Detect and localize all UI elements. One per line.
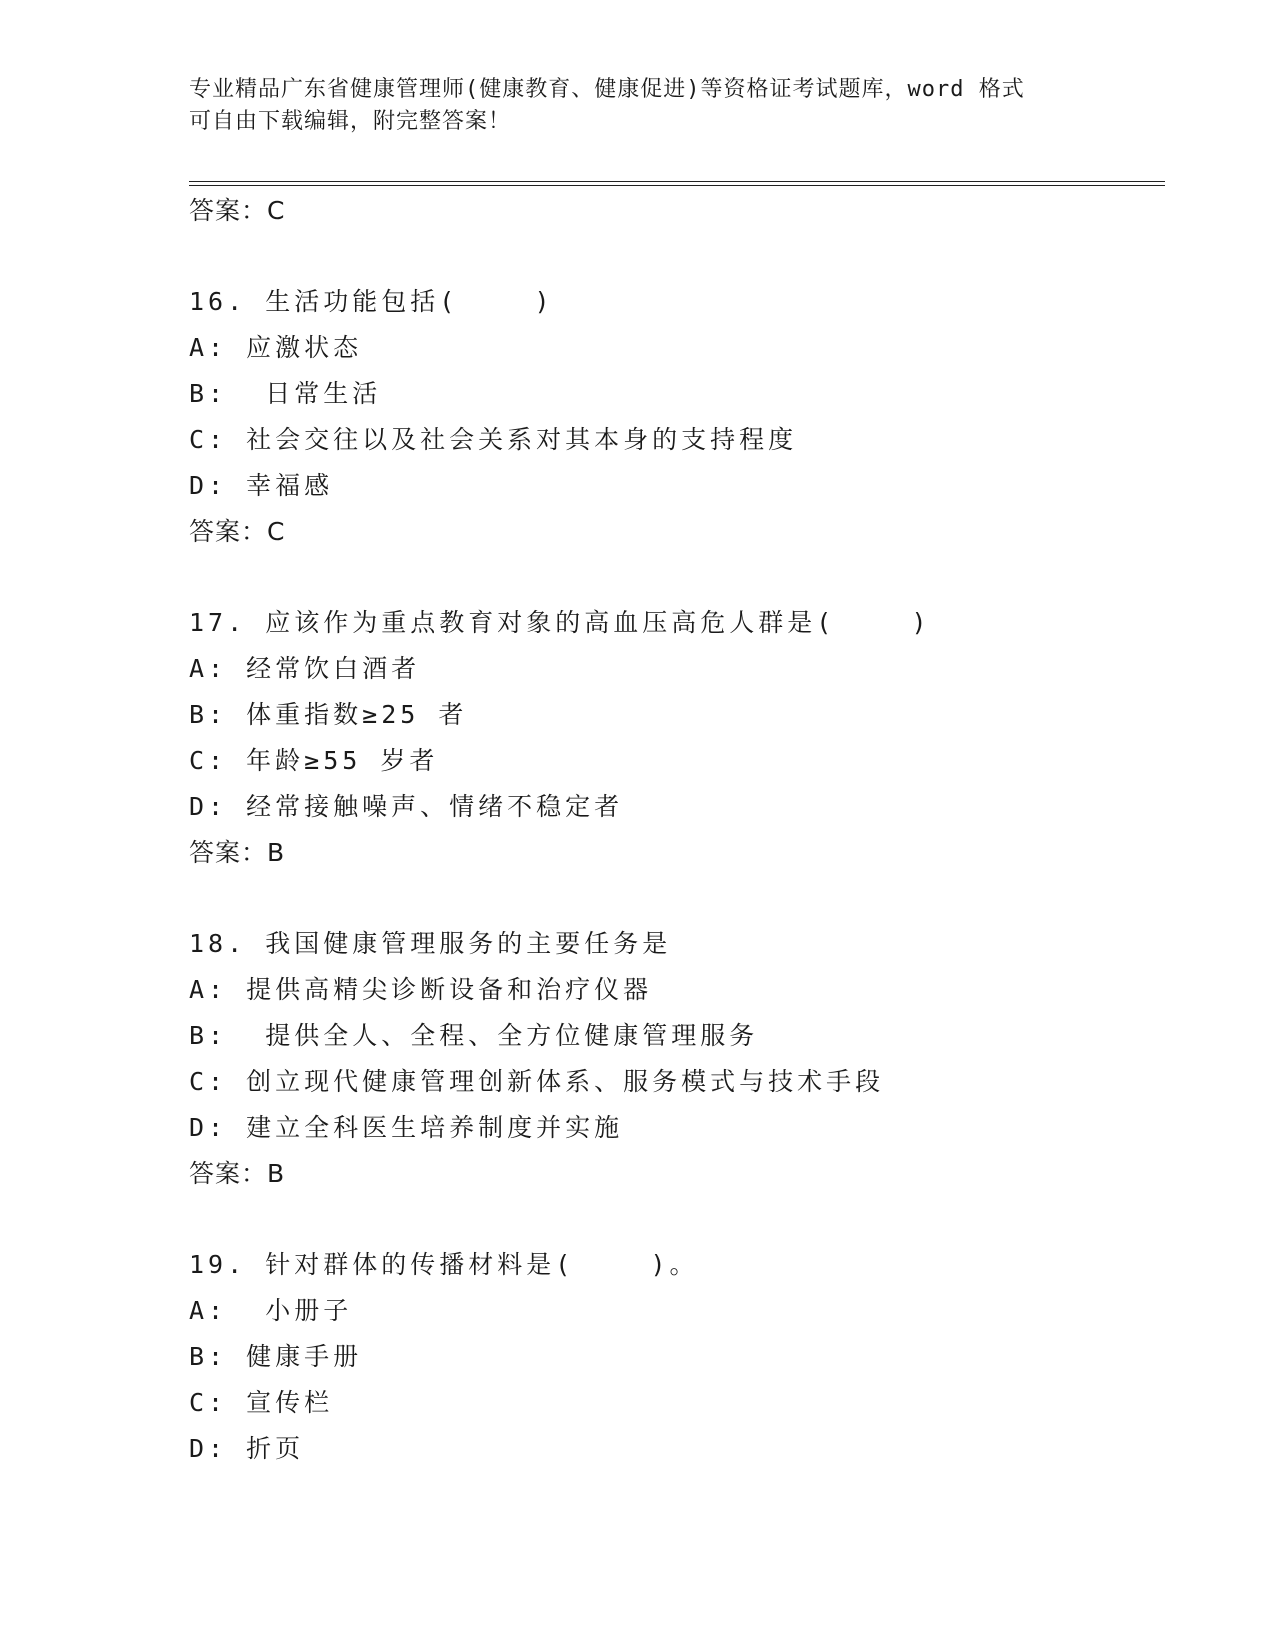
question-stem: 16. 生活功能包括( ): [189, 287, 554, 316]
option-a: A: 小册子: [189, 1296, 353, 1325]
option-a: A: 经常饮白酒者: [189, 654, 421, 683]
question-16: [189, 279, 1149, 555]
question-list: [189, 188, 1149, 1472]
option-d: D: 建立全科医生培养制度并实施: [189, 1113, 624, 1142]
header-line-2: 可自由下载编辑，附完整答案！: [189, 109, 512, 134]
spacer: [189, 234, 1149, 279]
header-divider: [189, 181, 1165, 186]
question-19: [189, 1242, 1149, 1472]
question-stem: 19. 针对群体的传播材料是( )。: [189, 1250, 699, 1279]
spacer: [189, 1197, 1149, 1242]
option-d: D: 幸福感: [189, 471, 334, 500]
option-c: C: 创立现代健康管理创新体系、服务模式与技术手段: [189, 1067, 885, 1096]
option-c: C: 年龄≥55 岁者: [189, 746, 439, 775]
option-b: B: 体重指数≥25 者: [189, 700, 468, 729]
spacer: [189, 876, 1149, 921]
option-d: D: 经常接触噪声、情绪不稳定者: [189, 792, 624, 821]
option-b: B: 日常生活: [189, 379, 382, 408]
option-a: A: 应激状态: [189, 333, 363, 362]
option-c: C: 宣传栏: [189, 1388, 334, 1417]
option-a: A: 提供高精尖诊断设备和治疗仪器: [189, 975, 653, 1004]
header-line-1: 专业精品广东省健康管理师(健康教育、健康促进)等资格证考试题库，word 格式: [189, 77, 1025, 102]
answer-line: 答案：C: [189, 517, 286, 546]
answer-line: 答案：C: [189, 196, 286, 225]
option-c: C: 社会交往以及社会关系对其本身的支持程度: [189, 425, 798, 454]
question-stem: 18. 我国健康管理服务的主要任务是: [189, 929, 672, 958]
question-stem: 17. 应该作为重点教育对象的高血压高危人群是( ): [189, 608, 931, 637]
option-b: B: 提供全人、全程、全方位健康管理服务: [189, 1021, 759, 1050]
spacer: [189, 555, 1149, 600]
answer-line: 答案：B: [189, 1159, 286, 1188]
question-18: [189, 921, 1149, 1197]
option-b: B: 健康手册: [189, 1342, 363, 1371]
question-17: [189, 600, 1149, 876]
answer-line: 答案：B: [189, 838, 286, 867]
option-d: D: 折页: [189, 1434, 305, 1463]
document-header: [189, 74, 1089, 138]
